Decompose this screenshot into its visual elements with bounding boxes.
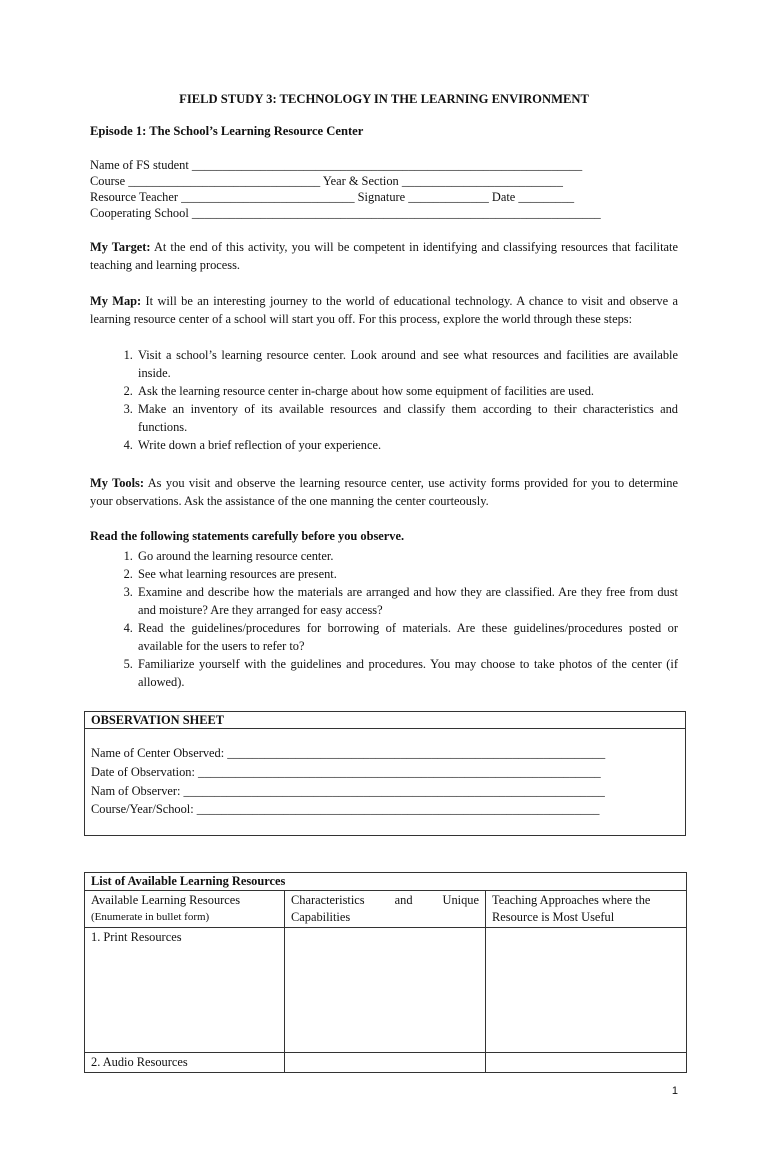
column-title: Teaching Approaches where the	[492, 893, 651, 907]
my-tools-paragraph	[90, 474, 678, 510]
table-heading-row	[85, 873, 687, 891]
cooperating-school-field[interactable]: Cooperating School __________________________________________________________________	[90, 206, 601, 220]
read-statements-list	[90, 547, 678, 691]
learning-resources-table	[84, 872, 687, 1073]
list-item: 4. Read the guidelines/procedures for borrowing of materials. Are these guidelines/procedures posted or available for the users to refer to?	[136, 619, 678, 655]
observation-sheet-heading: OBSERVATION SHEET	[84, 711, 686, 729]
my-map-text: It will be an interesting journey to the world of educational technology. A chance to visit and observe a learning resource center of a school will start you off. For this process, explore the world through these steps:	[90, 294, 678, 326]
column-title-word: Characteristics	[291, 893, 365, 907]
table-cell[interactable]: 1. Print Resources	[85, 928, 285, 1053]
map-steps-list	[90, 346, 678, 454]
column-header-approaches	[486, 891, 687, 928]
my-map-paragraph	[90, 292, 678, 328]
my-target-label: My Target:	[90, 240, 151, 254]
list-item: 3. Make an inventory of its available resources and classify them according to their characteristics and functions.	[136, 400, 678, 436]
list-item: 1. Go around the learning resource center.	[136, 547, 678, 565]
my-target-paragraph	[90, 238, 678, 274]
column-title: Resource is Most Useful	[492, 910, 615, 924]
table-row	[85, 928, 687, 1053]
my-map-label: My Map:	[90, 294, 142, 308]
observation-date-field[interactable]: Date of Observation: _________________________________________________________________	[91, 765, 601, 779]
column-header-resources	[85, 891, 285, 928]
list-item: 2. See what learning resources are present.	[136, 565, 678, 583]
table-cell[interactable]	[285, 928, 486, 1053]
table-cell[interactable]	[486, 928, 687, 1053]
table-cell[interactable]	[285, 1053, 486, 1073]
column-title-word: and	[394, 893, 413, 907]
my-tools-label: My Tools:	[90, 476, 144, 490]
my-target-text: At the end of this activity, you will be competent in identifying and classifying resources that facilitate teaching and learning process.	[90, 240, 678, 272]
table-cell[interactable]: 2. Audio Resources	[85, 1053, 285, 1073]
read-statements-heading: Read the following statements carefully before you observe.	[90, 529, 405, 543]
list-item: 2. Ask the learning resource center in-charge about how some equipment of facilities are used.	[136, 382, 678, 400]
table-heading: List of Available Learning Resources	[85, 873, 687, 891]
list-item: 3. Examine and describe how the materials are arranged and how they are classified. Are they free from dust and moisture? Are they arranged for easy access?	[136, 583, 678, 619]
page-title: FIELD STUDY 3: TECHNOLOGY IN THE LEARNING ENVIRONMENT	[179, 92, 589, 106]
table-row	[85, 1053, 687, 1073]
course-year-section-field[interactable]: Course _______________________________ Year & Section __________________________	[90, 174, 563, 188]
column-header-characteristics	[285, 891, 486, 928]
table-cell[interactable]	[486, 1053, 687, 1073]
column-title-word: Capabilities	[291, 910, 351, 924]
list-item: 1. Visit a school’s learning resource center. Look around and see what resources and facilities are available inside.	[136, 346, 678, 382]
observation-sheet-body	[84, 728, 686, 836]
page-number: 1	[671, 1085, 678, 1097]
teacher-signature-date-field[interactable]: Resource Teacher ____________________________ Signature _____________ Date _________	[90, 190, 575, 204]
episode-heading: Episode 1: The School’s Learning Resource Center	[90, 124, 364, 138]
list-item: 4. Write down a brief reflection of your experience.	[136, 436, 678, 454]
list-item: 5. Familiarize yourself with the guidelines and procedures. You may choose to take photos of the center (if allowed).	[136, 655, 678, 691]
fs-student-name-field[interactable]: Name of FS student _______________________________________________________________	[90, 158, 583, 172]
column-title-word: Unique	[442, 893, 479, 907]
course-year-school-field[interactable]: Course/Year/School: _________________________________________________________________	[91, 802, 600, 816]
observer-name-field[interactable]: Nam of Observer: ____________________________________________________________________	[91, 784, 605, 798]
column-title: Available Learning Resources	[91, 893, 241, 907]
column-title	[291, 892, 479, 909]
my-tools-text: As you visit and observe the learning resource center, use activity forms provided for you to determine your observations. Ask the assistance of the one manning the center courteously.	[90, 476, 679, 508]
center-observed-field[interactable]: Name of Center Observed: _____________________________________________________________	[91, 746, 606, 760]
table-header-row	[85, 891, 687, 928]
column-subtitle: (Enumerate in bullet form)	[91, 911, 210, 923]
